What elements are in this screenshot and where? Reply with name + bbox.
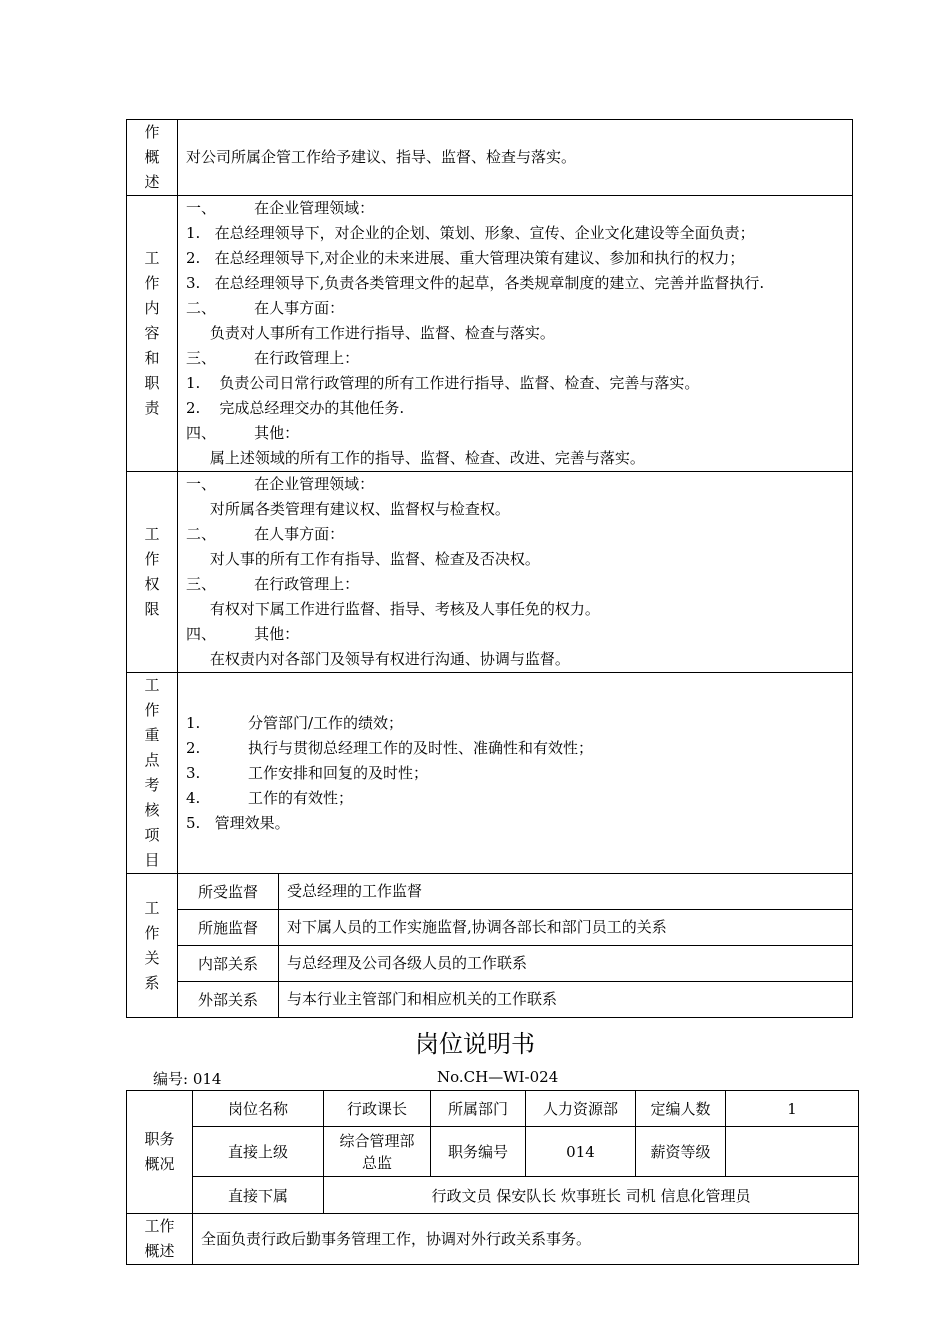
duty-line: 2. 完成总经理交办的其他任务.: [186, 399, 405, 417]
relation-key: 所受监督: [178, 874, 279, 910]
label-kpi: 工 作 重 点 考 核 项 目: [127, 673, 178, 874]
job-description-table: [126, 1090, 859, 1265]
duty-line: 三、 在行政管理上：: [186, 349, 360, 367]
job-summary-text: 全面负责行政后勤事务管理工作，协调对外行政关系事务。: [193, 1214, 859, 1265]
kpi-line: 5. 管理效果。: [186, 813, 290, 832]
authority-line: 有权对下属工作进行监督、指导、考核及人事任免的权力。: [186, 600, 600, 618]
label-job-summary: 工作 概述: [127, 1214, 193, 1265]
authority-line: 在权责内对各部门及领导有权进行沟通、协调与监督。: [186, 650, 570, 668]
label-job-summary: 作 概 述: [127, 120, 178, 196]
duty-line: 四、 其他：: [186, 424, 300, 442]
row-relation: [127, 874, 853, 910]
label-job-authority: 工 作 权 限: [127, 472, 178, 673]
kpi-line: 2. 执行与贯彻总经理工作的及时性、准确性和有效性；: [186, 738, 593, 757]
row-job-summary: [127, 120, 853, 196]
row-job-summary: [127, 1214, 859, 1265]
job-summary-text: 对公司所属企管工作给予建议、指导、监督、检查与落实。: [178, 120, 853, 196]
field-value: 014: [526, 1127, 636, 1177]
relation-key: 外部关系: [178, 982, 279, 1018]
field-label: 直接下属: [193, 1177, 324, 1214]
label-position-overview: 职务 概况: [127, 1091, 193, 1214]
row-position-info: [127, 1127, 859, 1177]
document-title: 岗位说明书: [415, 1030, 535, 1058]
field-label: 薪资等级: [636, 1127, 726, 1177]
relation-key: 所施监督: [178, 910, 279, 946]
row-relation: [127, 910, 853, 946]
duty-line: 3. 在总经理领导下,负责各类管理文件的起草，各类规章制度的建立、完善并监督执行.: [186, 274, 765, 292]
row-job-duties: [127, 196, 853, 472]
duty-line: 负责对人事所有工作进行指导、监督、检查与落实。: [186, 324, 555, 342]
duty-line: 一、 在企业管理领域：: [186, 199, 375, 217]
relation-value: 对下属人员的工作实施监督,协调各部长和部门员工的关系: [279, 910, 853, 946]
authority-line: 对人事的所有工作有指导、监督、检查及否决权。: [186, 550, 540, 568]
row-kpi: [127, 673, 853, 874]
field-value: 1: [726, 1091, 859, 1127]
field-label: 岗位名称: [193, 1091, 324, 1127]
kpi-line: 3. 工作安排和回复的及时性；: [186, 763, 428, 782]
row-position-info: [127, 1177, 859, 1214]
kpi-line: 4. 工作的有效性；: [186, 788, 353, 807]
row-relation: [127, 982, 853, 1018]
duty-line: 2. 在总经理领导下,对企业的未来进展、重大管理决策有建议、参加和执行的权力；: [186, 249, 745, 267]
job-description-table-continued: [126, 119, 853, 1018]
authority-line: 对所属各类管理有建议权、监督权与检查权。: [186, 500, 510, 518]
label-relations: 工 作 关 系: [127, 874, 178, 1018]
relation-value: 与本行业主管部门和相应机关的工作联系: [279, 982, 853, 1018]
authority-line: 三、 在行政管理上：: [186, 575, 360, 593]
job-authority-content: [178, 472, 853, 673]
relation-value: 受总经理的工作监督: [279, 874, 853, 910]
field-value: [726, 1127, 859, 1177]
authority-line: 二、 在人事方面：: [186, 525, 345, 543]
row-relation: [127, 946, 853, 982]
row-job-authority: [127, 472, 853, 673]
field-label: 直接上级: [193, 1127, 324, 1177]
field-value: 综合管理部 总监: [324, 1127, 431, 1177]
field-label: 定编人数: [636, 1091, 726, 1127]
kpi-content: [178, 673, 853, 874]
relation-value: 与总经理及公司各级人员的工作联系: [279, 946, 853, 982]
kpi-line: 1. 分管部门/工作的绩效；: [186, 713, 404, 732]
field-label: 所属部门: [431, 1091, 526, 1127]
duty-line: 1. 负责公司日常行政管理的所有工作进行指导、监督、检查、完善与落实。: [186, 374, 700, 392]
field-value: 行政文员 保安队长 炊事班长 司机 信息化管理员: [324, 1177, 859, 1214]
job-duties-content: [178, 196, 853, 472]
duty-line: 二、 在人事方面：: [186, 299, 345, 317]
document-code: No.CH—WI-024: [437, 1068, 559, 1086]
authority-line: 四、 其他：: [186, 625, 300, 643]
document-number: 编号: 014: [153, 1070, 222, 1088]
field-value: 行政课长: [324, 1091, 431, 1127]
duty-line: 属上述领域的所有工作的指导、监督、检查、改进、完善与落实。: [186, 449, 645, 467]
field-value: 人力资源部: [526, 1091, 636, 1127]
relation-key: 内部关系: [178, 946, 279, 982]
authority-line: 一、 在企业管理领域：: [186, 475, 375, 493]
field-label: 职务编号: [431, 1127, 526, 1177]
label-job-duties: 工 作 内 容 和 职 责: [127, 196, 178, 472]
row-position-info: [127, 1091, 859, 1127]
duty-line: 1. 在总经理领导下，对企业的企划、策划、形象、宣传、企业文化建设等全面负责；: [186, 224, 755, 242]
